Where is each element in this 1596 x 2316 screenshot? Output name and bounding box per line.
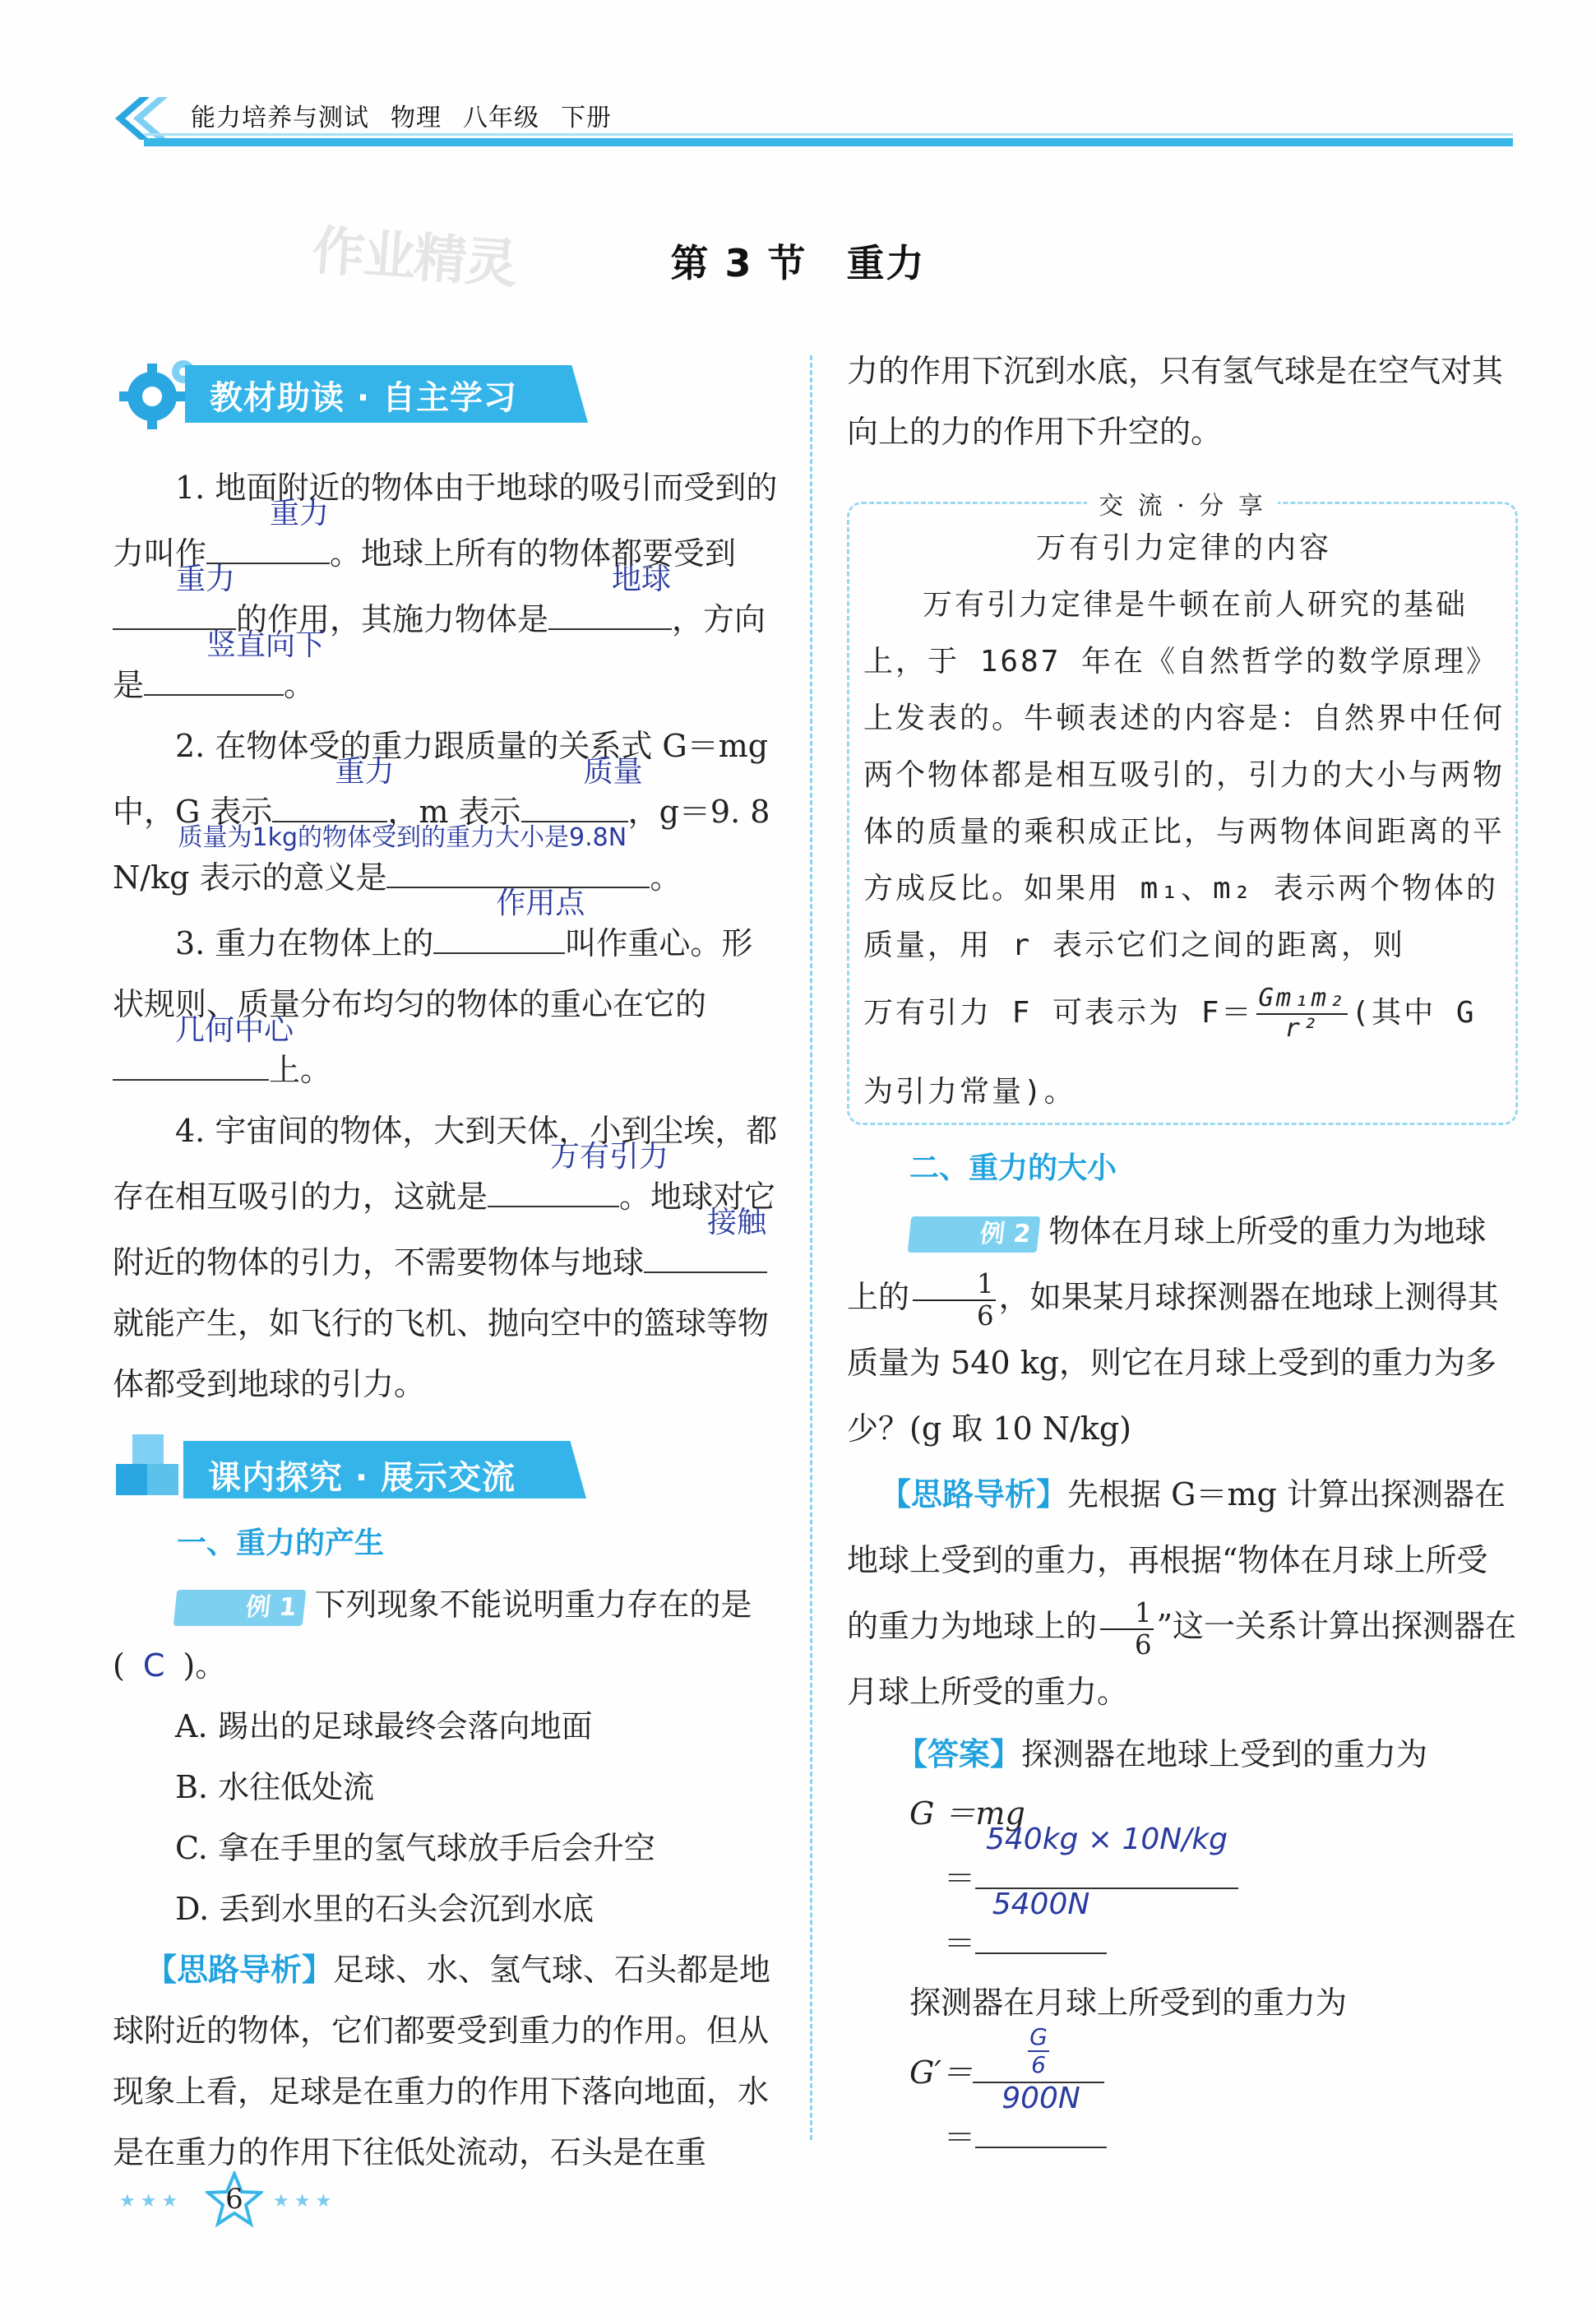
example-1-hint: 【思路导析】足球、水、氢气球、石头都是地球附近的物体，它们都要受到重力的作用。但从现象上看，足球是在重力的作用下落向地面，水是在重力的作用下往低处流动，石头是在重 <box>113 1952 771 2170</box>
share-label: 交 流 · 分 享 <box>847 485 1518 521</box>
stars-left-icon: ★★★ <box>119 2191 183 2212</box>
running-header <box>191 97 633 133</box>
calc-step-3: G′＝ $\frac{G}{6}$ <box>909 2032 1517 2102</box>
formula-g-mg: G ＝mg <box>909 1795 1025 1832</box>
blank-3-2: 几何中心 <box>113 1035 269 1081</box>
example-2: 例 2 物体在月球上所受的重力为地球上的 $\frac{1}{6}$ ，如果某月球探测器在地球上测得其质量为 540 kg，则它在月球上受到的重力为多少？(g 取 10 N/kg) <box>847 1213 1499 1447</box>
subheading-gravity-magnitude: 二、重力的大小 <box>909 1151 1117 1185</box>
example-1-hint-cont: 力的作用下沉到水底，只有氢气球是在空气对其向上的力的作用下升空的。 <box>847 353 1504 450</box>
blank-2-2: 质量 <box>521 776 628 822</box>
one-sixth-fraction-hint: $\frac{1}{6}$ <box>1100 1600 1154 1658</box>
header-rule <box>144 138 1513 146</box>
banner-text: 课内探究 · 展示交流 <box>208 1459 516 1497</box>
option-b: B. 水往低处流 <box>175 1769 375 1805</box>
share-content <box>863 520 1505 1132</box>
example-1-tag: 例 1 <box>173 1590 307 1626</box>
right-column-continuation <box>847 340 1517 462</box>
blank-2-3: 质量为1kg的物体受到的重力大小是9.8N <box>386 842 650 888</box>
example-2-hint: 【思路导析】先根据 G＝mg 计算出探测器在地球上受到的重力，再根据“物体在月球上所受的重力为地球上的 $\frac{1}{6}$ ”这一关系计算出探测器在月球上所受的重力。 <box>847 1476 1517 1710</box>
page-number: 6 <box>225 2183 243 2216</box>
one-sixth-fraction: $\frac{1}{6}$ <box>913 1271 996 1329</box>
header-book: 能力培养与测试 <box>191 104 369 132</box>
blank-4-2: 接触 <box>644 1227 767 1273</box>
blank-calc-4: 900N <box>975 2102 1107 2148</box>
share-paragraph: 万有引力定律是牛顿在前人研究的基础上，于 1687 年在《自然哲学的数学原理》上发表的。牛顿表述的内容是：自然界中任何两个物体都是相互吸引的，引力的大小与两物体的质量的乘积成正比，与两物体间距离的平方成反比。如果用 m₁、m₂ 表示两个物体的质量，用 r 表示它们之间的距离，则 <box>863 588 1506 962</box>
option-a: A. 踢出的足球最终会落向地面 <box>175 1708 593 1744</box>
subheading-gravity-origin: 一、重力的产生 <box>177 1526 385 1560</box>
header-subject: 物理 <box>391 104 442 132</box>
blank-4-1: 万有引力 <box>488 1161 619 1207</box>
column-divider <box>810 355 812 2140</box>
blank-1-1: 重力 <box>206 518 330 564</box>
calc-step-1: ＝ 540kg × 10N/kg <box>944 1843 1517 1908</box>
blank-1-3: 地球 <box>548 584 672 630</box>
example-1-answer: C <box>142 1647 165 1684</box>
gravitation-fraction: $\frac{\text{Gm₁m₂}}{\text{r²}}$ <box>1258 984 1347 1043</box>
watermark: 作业精灵 <box>310 220 518 296</box>
option-c: C. 拿在手里的氢气球放手后会升空 <box>175 1830 655 1866</box>
banner-text: 教材助读 · 自主学习 <box>210 379 518 417</box>
stars-right-icon: ★★★ <box>273 2191 337 2212</box>
example-1: 例 1 下列现象不能说明重力存在的是( C )。 <box>113 1586 752 1684</box>
blank-1-4: 竖直向下 <box>144 650 284 696</box>
blank-1-2: 重力 <box>113 584 236 630</box>
option-d: D. 丢到水里的石头会沉到水底 <box>175 1891 594 1927</box>
calc-step-2: ＝ 5400N <box>944 1908 1517 1973</box>
share-heading: 万有引力定律的内容 <box>1035 531 1332 565</box>
answer-line-1: 【答案】探测器在地球上受到的重力为 <box>896 1736 1428 1772</box>
example-2-tag: 例 2 <box>908 1216 1041 1253</box>
blank-calc-1: 540kg × 10N/kg <box>975 1843 1238 1889</box>
blank-2-1: 重力 <box>272 776 387 822</box>
blank-calc-2: 5400N <box>975 1908 1107 1954</box>
cubes-icon <box>111 1428 193 1507</box>
question-1: 1. 地面附近的物体由于地球的吸引而受到的力叫作 重力 。地球上所有的物体都要受到 重力 的作用，其施力物体是 地球 ，方向是 竖直向下 。 <box>113 470 778 703</box>
share-formula-line: 万有引力 F 可表示为 F＝ $\frac{\text{Gm₁m₂}}{\text{r²}}$ (其中 G 为引力常量)。 <box>863 984 1477 1109</box>
question-4: 4. 宇宙间的物体，大到天体，小到尘埃，都存在相互吸引的力，这就是 万有引力 。地球对它附近的物体的引力，不需要物体与地球 接触 就能产生，如飞行的飞机、抛向空中的篮球等物体都受到地球的引力。 <box>113 1113 778 1402</box>
calc-step-4: ＝ 900N <box>944 2102 1517 2167</box>
left-column <box>113 457 780 2183</box>
section-banner-explore <box>111 1423 780 1513</box>
header-rule-thin <box>144 133 1513 136</box>
section-banner-self-study <box>113 354 590 433</box>
g-over-six-fraction: $\frac{G}{6}$ <box>1029 2023 1048 2078</box>
blank-3-1: 作用点 <box>433 908 565 954</box>
page-title: 第 3 节 重力 <box>670 241 926 285</box>
header-volume: 下册 <box>561 104 612 132</box>
question-2: 2. 在物体受的重力跟质量的关系式 G＝mg 中，G 表示 重力 ，m 表示 质量 ，g＝9. 8 N/kg 表示的意义是 质量为1kg的物体受到的重力大小是9.8N 。 <box>113 728 770 896</box>
right-column <box>847 1139 1517 2167</box>
answer-line-2: 探测器在月球上所受到的重力为 <box>909 1985 1348 2021</box>
question-3: 3. 重力在物体上的 作用点 叫作重心。形状规则、质量分布均匀的物体的重心在它的 几何中心 上。 <box>113 887 753 1088</box>
header-grade: 八年级 <box>463 104 539 132</box>
